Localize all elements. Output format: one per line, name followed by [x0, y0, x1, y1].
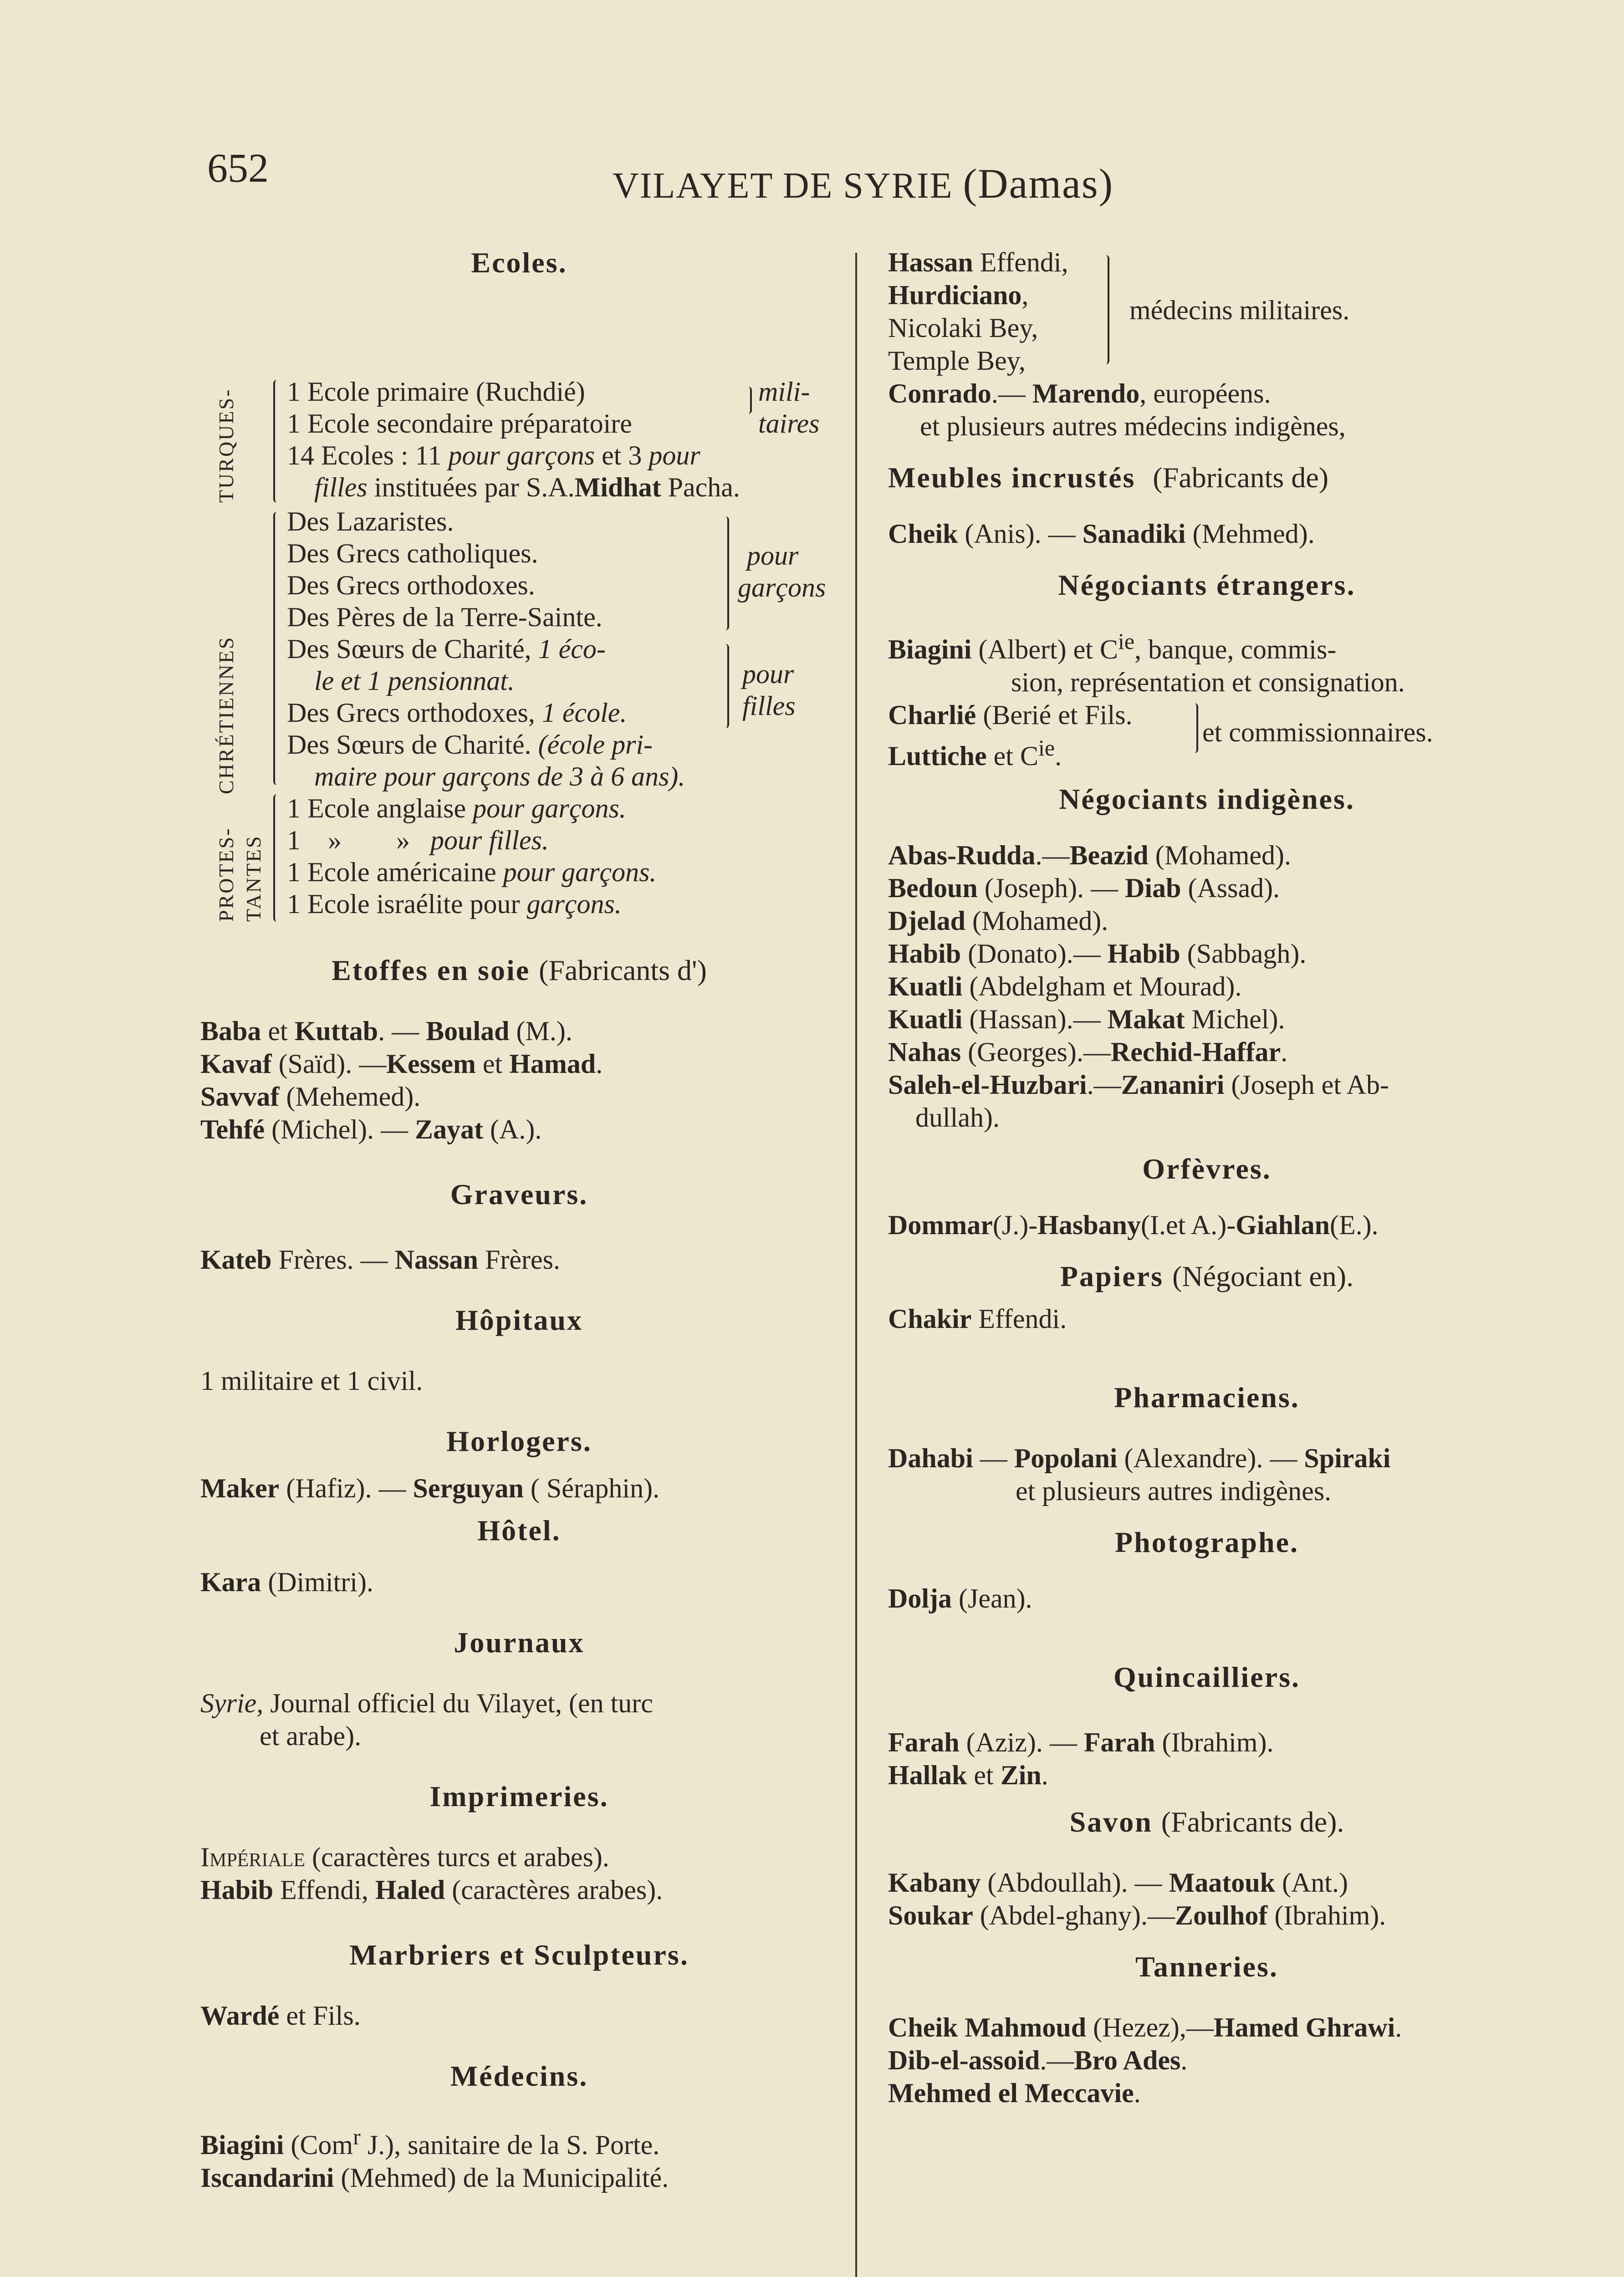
heading-negociants-etrangers: Négociants étrangers. [1058, 569, 1356, 601]
running-header-subtitle: (Damas) [963, 160, 1114, 207]
school-line: Des Grecs catholiques. [287, 538, 538, 568]
list-item: Hassan Effendi, [888, 247, 1068, 277]
list-item: Charlié (Berié et Fils. [888, 700, 1133, 730]
list-item: Habib (Donato).— Habib (Sabbagh). [888, 939, 1307, 969]
school-line: Des Pères de la Terre-Sainte. [287, 602, 603, 632]
heading-imprimeries: Imprimeries. [429, 1780, 609, 1812]
list-item: Dommar(J.)-Hasbany(I.et A.)-Giahlan(E.). [888, 1210, 1379, 1240]
list-item: Soukar (Abdel-ghany).—Zoulhof (Ibrahim). [888, 1900, 1386, 1930]
list-item: Hurdiciano, [888, 280, 1029, 310]
brace-filles [722, 644, 729, 728]
list-item: Luttiche et $C^{ie}$. [888, 735, 1062, 771]
list-item: Dolja (Jean). [888, 1583, 1032, 1613]
list-item: Abas-Rudda.—Beazid (Mohamed). [888, 840, 1292, 870]
school-side-note: taires [758, 408, 820, 439]
list-item: Savvaf (Mehemed). [200, 1082, 421, 1112]
school-line: Des Grecs orthodoxes. [287, 570, 535, 600]
heading-hotel: Hôtel. [477, 1514, 561, 1547]
list-item-continuation: dullah). [915, 1103, 1000, 1133]
heading-quincailliers: Quincailliers. [1113, 1661, 1300, 1693]
list-item: Nicolaki Bey, [888, 313, 1038, 343]
brace-protestantes [273, 794, 281, 922]
list-item: Temple Bey, [888, 346, 1026, 376]
label-protes: PROTES- [214, 827, 238, 922]
list-item: Farah (Aziz). — Farah (Ibrahim). [888, 1727, 1274, 1757]
heading-etoffes: Etoffes en soie (Fabricants d') [332, 954, 707, 986]
school-line: le et 1 pensionnat. [314, 666, 515, 696]
heading-papiers: Papiers (Négociant en). [1060, 1260, 1354, 1292]
school-line: 1 Ecole américaine pour garçons. [287, 857, 657, 887]
label-tantes: TANTES [242, 835, 265, 922]
list-item: Habib Effendi, Haled (caractères arabes). [200, 1875, 663, 1905]
list-item: Syrie, Journal officiel du Vilayet, (en turc [200, 1688, 653, 1718]
etoffes-list [200, 1015, 838, 1146]
school-line: 14 Ecoles : 11 pour garçons et 3 pour [287, 440, 700, 470]
list-item: Kabany (Abdoullah). — Maatouk (Ant.) [888, 1868, 1348, 1898]
school-line: Des Lazaristes. [287, 506, 454, 536]
school-side-note: filles [742, 691, 796, 721]
list-item: Kateb Frères. — Nassan Frères. [200, 1245, 560, 1275]
list-item: Dib-el-assoid.—Bro Ades. [888, 2045, 1188, 2075]
label-turques: TURQUES- [214, 388, 238, 503]
list-item: Mehmed el Meccavie. [888, 2078, 1141, 2108]
list-item: Djelad (Mohamed). [888, 906, 1108, 936]
school-line: Des Sœurs de Charité, 1 éco- [287, 634, 606, 664]
heading-ecoles: Ecoles. [471, 246, 567, 279]
list-item: Cheik Mahmoud (Hezez),—Hamed Ghrawi. [888, 2012, 1402, 2042]
list-item-continuation: et arabe). [260, 1721, 362, 1751]
list-item: Cheik (Anis). — Sanadiki (Mehmed). [888, 519, 1315, 549]
brace-commissionnaires [1191, 703, 1198, 753]
page-number: 652 [207, 146, 269, 191]
heading-negociants-indigenes: Négociants indigènes. [1059, 783, 1355, 815]
label-chretiennes: CHRÉTIENNES [214, 636, 238, 794]
list-item: Conrado.— Marendo, européens. [888, 378, 1271, 408]
running-header-title: VILAYET DE SYRIE [613, 166, 953, 206]
list-item: 1 militaire et 1 civil. [200, 1366, 423, 1396]
right-column [888, 246, 1526, 2109]
brace-militaires [745, 387, 752, 414]
list-item: Wardé et Fils. [200, 2001, 361, 2031]
brace-garcons [722, 516, 729, 630]
heading-meubles: Meubles incrustés (Fabricants de) [888, 461, 1329, 494]
list-item: Chakir Effendi. [888, 1304, 1067, 1334]
brace-medecins [1102, 255, 1109, 364]
heading-graveurs: Graveurs. [450, 1178, 588, 1210]
negociants-indigenes-list [888, 839, 1526, 1134]
list-item: Bedoun (Joseph). — Diab (Assad). [888, 873, 1280, 903]
heading-tanneries: Tanneries. [1135, 1950, 1278, 1983]
brace-turques [273, 380, 281, 503]
school-line: 1 Ecole anglaise pour garçons. [287, 793, 626, 823]
list-item: Baba et Kuttab. — Boulad (M.). [200, 1016, 572, 1046]
side-note: médecins militaires. [1129, 295, 1350, 325]
heading-horlogers: Horlogers. [446, 1425, 592, 1457]
list-item: Dahabi — Popolani (Alexandre). — Spiraki [888, 1443, 1391, 1473]
list-item: Biagini (Com$^r$ J.), sanitaire de la S. Porte. [200, 2124, 660, 2160]
left-column [200, 246, 838, 2194]
list-item: Biagini (Albert) et $C^{ie}$, banque, commis- [888, 628, 1337, 664]
list-item: Kara (Dimitri). [200, 1567, 373, 1597]
school-side-note: pour [747, 541, 799, 571]
schools-list [200, 298, 838, 922]
brace-chretiennes [273, 512, 281, 785]
school-line: 1 Ecole primaire (Ruchdié) [287, 377, 585, 407]
school-side-note: pour [742, 659, 794, 689]
list-item: Iscandarini (Mehmed) de la Municipalité. [200, 2163, 669, 2193]
list-item-continuation: et plusieurs autres médecins indigènes, [920, 411, 1346, 441]
school-line: 1 Ecole secondaire préparatoire [287, 408, 632, 439]
list-item: Nahas (Georges).—Rechid-Haffar. [888, 1037, 1288, 1067]
school-line: 1 » » pour filles. [287, 825, 549, 855]
school-line: filles instituées par S.A.Midhat Pacha. [314, 472, 740, 502]
heading-savon: Savon (Fabricants de). [1069, 1806, 1344, 1838]
list-item: Kavaf (Saïd). —Kessem et Hamad. [200, 1049, 603, 1079]
running-header [613, 159, 1113, 208]
list-item: Maker (Hafiz). — Serguyan ( Séraphin). [200, 1473, 660, 1503]
heading-medecins: Médecins. [450, 2060, 588, 2092]
list-item: Kuatli (Hassan).— Makat Michel). [888, 1004, 1285, 1034]
heading-hopitaux: Hôpitaux [455, 1304, 583, 1336]
list-item: Impériale (caractères turcs et arabes). [200, 1842, 609, 1872]
heading-orfevres: Orfèvres. [1142, 1153, 1272, 1185]
charlie-luttiche [888, 699, 1526, 771]
column-divider [855, 253, 857, 2277]
school-line: Des Grecs orthodoxes, 1 école. [287, 698, 627, 728]
school-side-note: mili- [758, 377, 810, 407]
school-line: maire pour garçons de 3 à 6 ans). [314, 761, 685, 791]
school-side-note: garçons [738, 572, 826, 602]
school-line: 1 Ecole israélite pour garçons. [287, 889, 622, 919]
list-item: Kuatli (Abdelgham et Mourad). [888, 971, 1242, 1001]
list-item: Saleh-el-Huzbari.—Zananiri (Joseph et Ab- [888, 1070, 1389, 1100]
list-item: Hallak et Zin. [888, 1760, 1048, 1790]
list-item: Tehfé (Michel). — Zayat (A.). [200, 1114, 542, 1144]
heading-photographe: Photographe. [1115, 1526, 1299, 1558]
heading-pharmaciens: Pharmaciens. [1114, 1381, 1300, 1414]
medecins-militaires [888, 246, 1526, 377]
heading-marbriers: Marbriers et Sculpteurs. [349, 1939, 689, 1971]
heading-journaux: Journaux [454, 1626, 585, 1659]
side-note: et commissionnaires. [1202, 717, 1433, 747]
school-line: Des Sœurs de Charité. (école pri- [287, 730, 653, 760]
list-item-continuation: et plusieurs autres indigènes. [1016, 1476, 1332, 1506]
list-item-continuation: sion, représentation et consignation. [1011, 667, 1405, 697]
